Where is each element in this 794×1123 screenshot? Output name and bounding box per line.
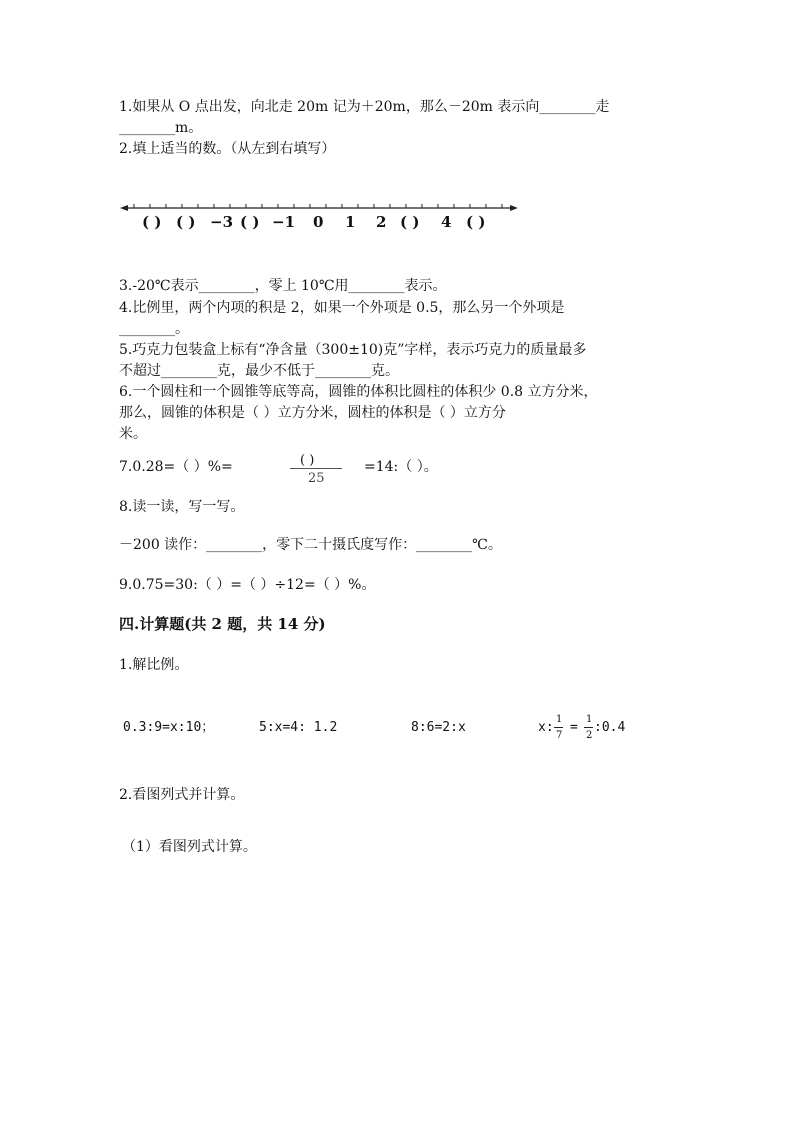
section-title: 四.计算题(共 2 题，共 14 分) xyxy=(119,615,326,633)
nl-label: 4 xyxy=(441,213,452,231)
nl-label: 0 xyxy=(313,213,324,231)
q5-line2: 不超过________克，最少不低于________克。 xyxy=(119,363,399,379)
q9-text: 9.0.75=30:（ ）=（ ）÷12=（ ）%。 xyxy=(119,577,376,593)
eq4-tail: :0.4 xyxy=(594,720,626,735)
eq4-f1-den: 7 xyxy=(556,730,563,741)
nl-label: −3 xyxy=(210,213,234,231)
eq4-x: x: xyxy=(538,720,554,735)
calc1-eq1: 0.3:9=x:10； xyxy=(123,720,215,735)
calc2-title: 2.看图列式并计算。 xyxy=(119,787,245,803)
nl-label: ( ) xyxy=(400,213,420,231)
nl-label: 1 xyxy=(345,213,356,231)
calc1-title: 1.解比例。 xyxy=(119,657,189,673)
calc1-eq2: 5:x=4: 1.2 xyxy=(259,720,338,735)
q2-text: 2.填上适当的数。（从左到右填写） xyxy=(119,141,336,157)
nl-label: ( ) xyxy=(176,213,196,231)
eq4-f2-num: 1 xyxy=(586,714,593,725)
q8-title: 8.读一读，写一写。 xyxy=(119,499,245,515)
eq4-f2-den: 2 xyxy=(586,730,593,741)
q4-line2: ________。 xyxy=(119,321,189,337)
q7-numerator: ( ) xyxy=(300,453,315,468)
q5-line1: 5.巧克力包装盒上标有“净含量（300±10)克”字样，表示巧克力的质量最多 xyxy=(119,342,587,358)
q8-text: －200 读作：________，零下二十摄氏度写作：________℃。 xyxy=(119,537,502,553)
calc2-sub: （1）看图列式计算。 xyxy=(122,839,257,855)
nl-label: ( ) xyxy=(466,213,486,231)
q3-text: 3.-20℃表示________，零上 10℃用________表示。 xyxy=(119,278,447,294)
q6-line2: 那么，圆锥的体积是（ ）立方分米，圆柱的体积是（ ）立方分 xyxy=(119,405,506,421)
q4-line1: 4.比例里，两个内项的积是 2，如果一个外项是 0.5，那么另一个外项是 xyxy=(119,300,565,316)
q7-suffix: =14:（ ）。 xyxy=(364,459,438,475)
nl-label: 2 xyxy=(376,213,387,231)
q7-prefix: 7.0.28=（ ）%= xyxy=(119,459,233,475)
nl-label: ( ) xyxy=(240,213,260,231)
q6-line1: 6.一个圆柱和一个圆锥等底等高，圆锥的体积比圆柱的体积少 0.8 立方分米， xyxy=(119,384,598,400)
eq4-equals: = xyxy=(570,720,578,735)
q1-line1: 1.如果从 O 点出发，向北走 20m 记为＋20m，那么－20m 表示向________走 xyxy=(119,99,610,115)
q1-line2: ________m。 xyxy=(119,120,203,136)
calc1-eq3: 8:6=2:x xyxy=(411,720,466,735)
q6-line3: 米。 xyxy=(119,426,147,442)
q7-denominator: 25 xyxy=(308,471,325,486)
eq4-f1-num: 1 xyxy=(556,714,563,725)
nl-label: ( ) xyxy=(142,213,162,231)
nl-label: −1 xyxy=(272,213,296,231)
